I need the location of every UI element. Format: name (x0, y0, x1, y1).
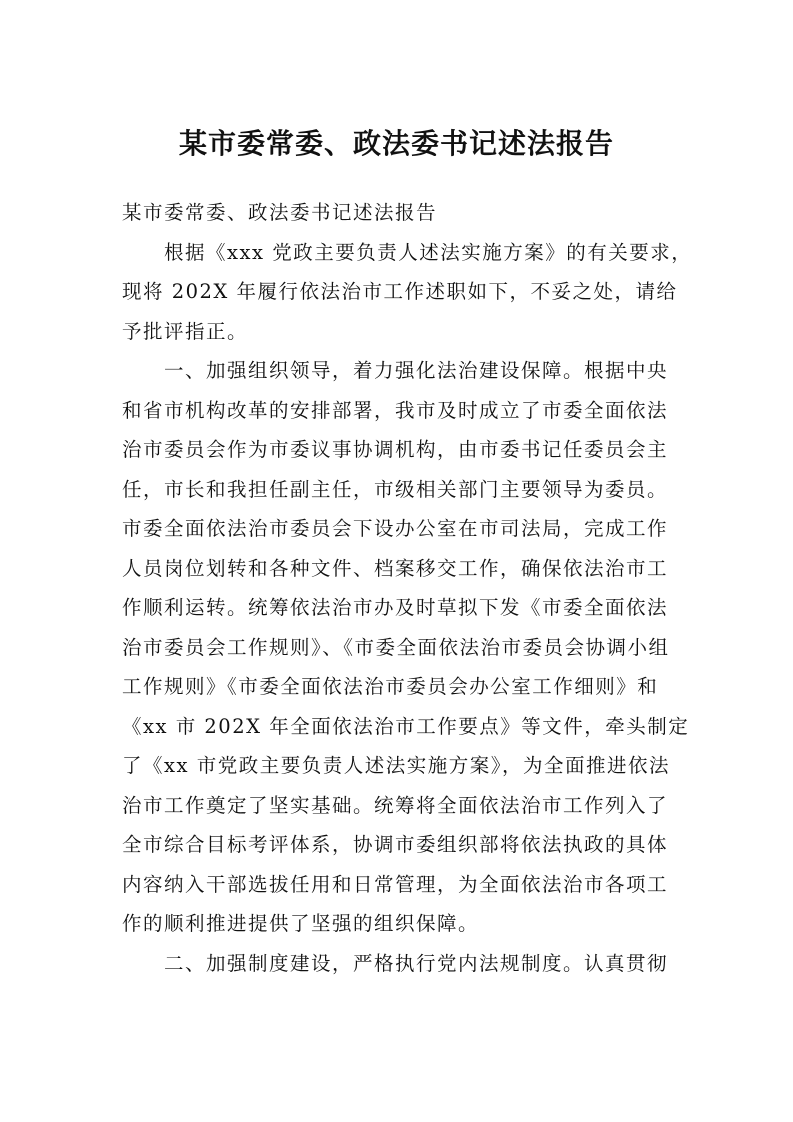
paragraph-section-2 (122, 944, 682, 984)
paragraph-intro (122, 233, 693, 352)
paragraph-line: 了《xx 市党政主要负责人述法实施方案》，为全面推进依法 (122, 754, 670, 777)
paragraph-line: 作的顺利推进提供了坚强的组织保障。 (122, 912, 480, 935)
paragraph-line: 一、加强组织领导，着力强化法治建设保障。根据中央 (164, 359, 669, 382)
document-title: 某市委常委、政法委书记述法报告 (178, 127, 614, 160)
paragraph-line: 内容纳入干部选拔任用和日常管理，为全面依法治市各项工 (122, 872, 669, 896)
paragraph-line: 现将 202X 年履行依法治市工作述职如下，不妥之处，请给 (122, 280, 678, 303)
paragraph-line: 市委全面依法治市委员会下设办公室在市司法局，完成工作 (122, 517, 669, 540)
paragraph-line: 人员岗位划转和各种文件、档案移交工作，确保依法治市工 (122, 556, 669, 580)
document-subtitle: 某市委常委、政法委书记述法报告 (122, 201, 438, 224)
paragraph-line: 治市工作奠定了坚实基础。统筹将全面依法治市工作列入了 (122, 793, 669, 817)
paragraph-line: 任，市长和我担任副主任，市级相关部门主要领导为委员。 (122, 477, 669, 501)
paragraph-line: 《xx 市 202X 年全面依法治市工作要点》等文件，牵头制定 (122, 714, 690, 738)
paragraph-line: 作顺利运转。统筹依法治市办及时草拟下发《市委全面依法 (122, 596, 669, 619)
document-body (122, 193, 693, 983)
paragraph-line: 二、加强制度建设，严格执行党内法规制度。认真贯彻 (164, 951, 669, 975)
paragraph-line: 予批评指正。 (122, 319, 249, 343)
paragraph-line: 全市综合目标考评体系，协调市委组织部将依法执政的具体 (122, 833, 669, 856)
paragraph-line: 根据《xxx 党政主要负责人述法实施方案》的有关要求， (164, 240, 693, 264)
paragraph-section-1 (122, 351, 690, 944)
paragraph-line: 治市委员会工作规则》、《市委全面依法治市委员会协调小组 (122, 635, 670, 659)
paragraph-line: 工作规则》《市委全面依法治市委员会办公室工作细则》和 (122, 675, 659, 698)
paragraph-line: 和省市机构改革的安排部署，我市及时成立了市委全面依法 (122, 398, 669, 422)
paragraph-line: 治市委员会作为市委议事协调机构，由市委书记任委员会主 (122, 438, 669, 461)
